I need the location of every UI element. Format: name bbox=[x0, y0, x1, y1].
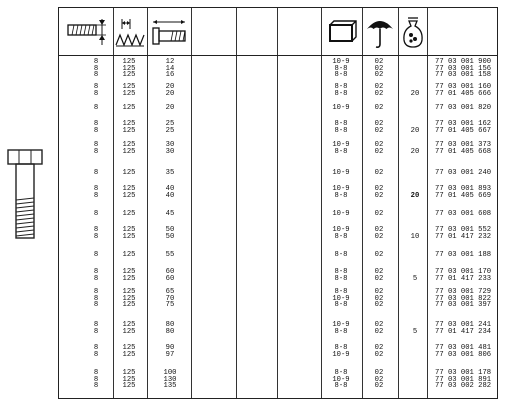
thread-diameter-cell: 8 bbox=[93, 210, 99, 218]
property-class-cell: 8-8 10-9 bbox=[332, 344, 350, 359]
property-class-cell: 8-8 8-8 bbox=[334, 120, 348, 135]
length-cell: 20 bbox=[165, 104, 175, 112]
protection-cell: 02 bbox=[374, 169, 384, 177]
length-cell: 25 25 bbox=[165, 120, 175, 135]
thread-pitch-cell: 125 125 125 bbox=[122, 58, 136, 80]
thread-pitch-icon bbox=[113, 8, 147, 55]
pack-qty-cell: 20 bbox=[410, 191, 420, 200]
pack-qty-cell: 10 bbox=[410, 232, 420, 241]
thread-diameter-cell: 8 8 bbox=[93, 226, 99, 241]
part-number-cell: 77 03 001 240 bbox=[435, 169, 492, 177]
thread-diameter-cell: 8 8 bbox=[93, 120, 99, 135]
protection-cell: 02 02 02 bbox=[374, 58, 384, 80]
protection-cell: 02 02 bbox=[374, 226, 384, 241]
part-number-cell: 77 03 001 178 77 03 001 891 77 03 002 282 bbox=[435, 369, 492, 391]
property-class-cell: 10-9 8-8 bbox=[332, 141, 350, 156]
property-class-cell: 10-9 bbox=[332, 210, 350, 218]
thread-pitch-cell: 125 125 bbox=[122, 83, 136, 98]
protection-cell: 02 02 bbox=[374, 268, 384, 283]
thread-diameter-cell: 8 8 8 bbox=[93, 58, 99, 80]
part-number-cell: 77 03 001 160 77 01 405 666 bbox=[435, 83, 492, 98]
length-cell: 30 30 bbox=[165, 141, 175, 156]
part-number-cell: 77 03 001 608 bbox=[435, 210, 492, 218]
protection-cell: 02 02 bbox=[374, 185, 384, 200]
protection-cell: 02 02 02 bbox=[374, 288, 384, 310]
header-rule bbox=[59, 55, 497, 56]
property-class-cell: 10-9 8-8 8-8 bbox=[332, 58, 350, 80]
thread-diameter-cell: 8 bbox=[93, 104, 99, 112]
length-cell: 60 60 bbox=[165, 268, 175, 283]
thread-diameter-cell: 8 8 8 bbox=[93, 369, 99, 391]
part-number-cell: 77 03 001 481 77 03 001 806 bbox=[435, 344, 492, 359]
property-class-cell: 8-8 bbox=[334, 251, 348, 259]
column-rule bbox=[427, 8, 428, 398]
thread-diameter-cell: 8 8 bbox=[93, 185, 99, 200]
protection-cell: 02 02 bbox=[374, 321, 384, 336]
length-cell: 20 20 bbox=[165, 83, 175, 98]
thread-pitch-cell: 125 bbox=[122, 104, 136, 112]
protection-cell: 02 02 bbox=[374, 344, 384, 359]
length-cell: 90 97 bbox=[165, 344, 175, 359]
pack-qty-cell: 20 bbox=[410, 126, 420, 135]
thread-pitch-cell: 125 125 bbox=[122, 321, 136, 336]
part-number-cell: 77 03 001 373 77 01 405 668 bbox=[435, 141, 492, 156]
thread-diameter-cell: 8 8 bbox=[93, 268, 99, 283]
property-class-cell: 10-9 bbox=[332, 169, 350, 177]
weight-bag-icon bbox=[398, 8, 427, 55]
thread-diameter-cell: 8 8 bbox=[93, 141, 99, 156]
length-cell: 65 70 75 bbox=[165, 288, 175, 310]
pack-qty-cell: 5 bbox=[412, 274, 418, 283]
pack-qty-cell: 20 bbox=[410, 89, 420, 98]
protection-cell: 02 bbox=[374, 251, 384, 259]
parts-table bbox=[58, 7, 498, 399]
length-cell: 35 bbox=[165, 169, 175, 177]
thread-pitch-cell: 125 125 bbox=[122, 185, 136, 200]
part-number-cell: 77 03 001 900 77 03 001 156 77 03 001 158 bbox=[435, 58, 492, 80]
protection-cell: 02 02 bbox=[374, 141, 384, 156]
thread-pitch-cell: 125 125 bbox=[122, 141, 136, 156]
length-cell: 50 50 bbox=[165, 226, 175, 241]
protection-cell: 02 bbox=[374, 104, 384, 112]
length-cell: 80 80 bbox=[165, 321, 175, 336]
box-icon bbox=[321, 8, 362, 55]
property-class-cell: 10-9 8-8 bbox=[332, 185, 350, 200]
length-cell: 100 130 135 bbox=[163, 369, 177, 391]
thread-pitch-cell: 125 125 bbox=[122, 226, 136, 241]
pack-qty-cell: 5 bbox=[412, 327, 418, 336]
part-number-cell: 77 03 001 162 77 01 405 667 bbox=[435, 120, 492, 135]
protection-cell: 02 02 bbox=[374, 120, 384, 135]
column-rule bbox=[362, 8, 363, 398]
thread-pitch-cell: 125 bbox=[122, 169, 136, 177]
column-rule bbox=[236, 8, 237, 398]
property-class-cell: 10-9 bbox=[332, 104, 350, 112]
length-cell: 12 14 16 bbox=[165, 58, 175, 80]
property-class-cell: 8-8 8-8 bbox=[334, 83, 348, 98]
thread-diameter-cell: 8 8 bbox=[93, 344, 99, 359]
thread-pitch-cell: 125 125 bbox=[122, 120, 136, 135]
property-class-cell: 8-8 8-8 bbox=[334, 268, 348, 283]
protection-cell: 02 02 02 bbox=[374, 369, 384, 391]
column-rule bbox=[321, 8, 322, 398]
thread-pitch-cell: 125 125 bbox=[122, 268, 136, 283]
column-rule bbox=[277, 8, 278, 398]
thread-diameter-cell: 8 8 bbox=[93, 321, 99, 336]
property-class-cell: 10-9 8-8 bbox=[332, 226, 350, 241]
property-class-cell: 8-8 10-9 8-8 bbox=[332, 288, 350, 310]
length-cell: 55 bbox=[165, 251, 175, 259]
protection-cell: 02 02 bbox=[374, 83, 384, 98]
thread-pitch-cell: 125 125 125 bbox=[122, 369, 136, 391]
part-number-cell: 77 03 001 729 77 03 001 822 77 03 001 397 bbox=[435, 288, 492, 310]
part-number-cell: 77 03 001 170 77 01 417 233 bbox=[435, 268, 492, 283]
column-rule bbox=[398, 8, 399, 398]
protection-cell: 02 bbox=[374, 210, 384, 218]
column-rule bbox=[147, 8, 148, 398]
thread-diameter-icon bbox=[59, 8, 113, 55]
property-class-cell: 10-9 8-8 bbox=[332, 321, 350, 336]
thread-diameter-cell: 8 bbox=[93, 251, 99, 259]
thread-diameter-cell: 8 8 8 bbox=[93, 288, 99, 310]
column-rule bbox=[191, 8, 192, 398]
thread-diameter-cell: 8 8 bbox=[93, 83, 99, 98]
bolt-length-icon bbox=[147, 8, 191, 55]
part-number-cell: 77 03 001 241 77 01 417 234 bbox=[435, 321, 492, 336]
thread-pitch-cell: 125 bbox=[122, 210, 136, 218]
thread-pitch-cell: 125 125 bbox=[122, 344, 136, 359]
thread-diameter-cell: 8 bbox=[93, 169, 99, 177]
umbrella-icon bbox=[362, 8, 398, 55]
length-cell: 40 40 bbox=[165, 185, 175, 200]
column-rule bbox=[113, 8, 114, 398]
part-number-cell: 77 03 001 820 bbox=[435, 104, 492, 112]
part-number-cell: 77 03 001 552 77 01 417 232 bbox=[435, 226, 492, 241]
hex-bolt-illustration bbox=[4, 148, 46, 240]
pack-qty-cell: 20 bbox=[410, 147, 420, 156]
thread-pitch-cell: 125 125 125 bbox=[122, 288, 136, 310]
part-number-cell: 77 03 001 188 bbox=[435, 251, 492, 259]
thread-pitch-cell: 125 bbox=[122, 251, 136, 259]
part-number-cell: 77 03 001 893 77 01 405 669 bbox=[435, 185, 492, 200]
length-cell: 45 bbox=[165, 210, 175, 218]
property-class-cell: 8-8 10-9 8-8 bbox=[332, 369, 350, 391]
